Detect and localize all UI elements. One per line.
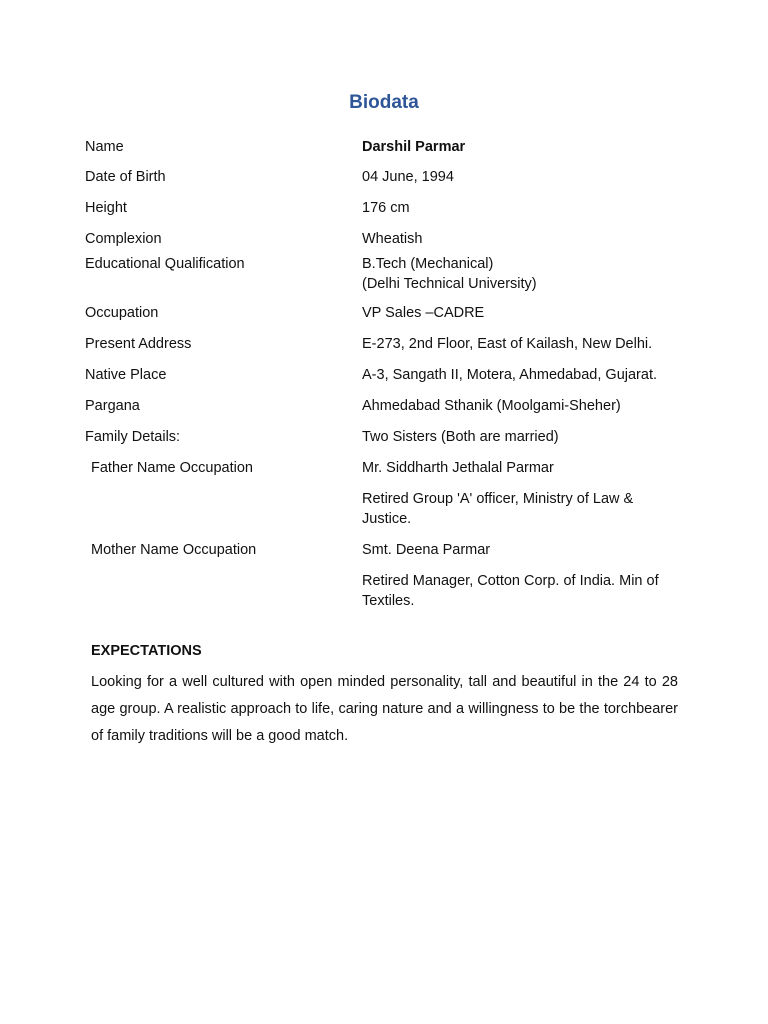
page-title: Biodata bbox=[349, 92, 419, 113]
name-label: Name bbox=[85, 139, 124, 155]
father-label: Father Name Occupation bbox=[91, 460, 253, 476]
native-place-label: Native Place bbox=[85, 367, 167, 383]
father-name-value: Mr. Siddharth Jethalal Parmar bbox=[362, 460, 554, 476]
pargana-label: Pargana bbox=[85, 398, 140, 414]
dob-label: Date of Birth bbox=[85, 169, 166, 185]
complexion-label: Complexion bbox=[85, 231, 162, 247]
education-value-line2: (Delhi Technical University) bbox=[362, 276, 537, 292]
height-value: 176 cm bbox=[362, 200, 410, 216]
family-details-value: Two Sisters (Both are married) bbox=[362, 429, 559, 445]
mother-occupation-line1: Retired Manager, Cotton Corp. of India. Min of bbox=[362, 573, 659, 589]
occupation-value: VP Sales –CADRE bbox=[362, 305, 485, 321]
education-value-line1: B.Tech (Mechanical) bbox=[362, 256, 494, 272]
mother-name-value: Smt. Deena Parmar bbox=[362, 542, 491, 558]
education-label: Educational Qualification bbox=[85, 256, 245, 272]
expectations-heading: EXPECTATIONS bbox=[91, 643, 202, 659]
father-occupation-line1: Retired Group 'A' officer, Ministry of Law & bbox=[362, 491, 634, 507]
father-occupation-line2: Justice. bbox=[362, 511, 412, 527]
mother-label: Mother Name Occupation bbox=[91, 542, 257, 558]
occupation-label: Occupation bbox=[85, 305, 159, 321]
complexion-value: Wheatish bbox=[362, 231, 423, 247]
pargana-value: Ahmedabad Sthanik (Moolgami-Sheher) bbox=[362, 398, 621, 414]
native-place-value: A-3, Sangath II, Motera, Ahmedabad, Gujarat. bbox=[362, 367, 658, 383]
dob-value: 04 June, 1994 bbox=[362, 169, 454, 185]
family-details-label: Family Details: bbox=[85, 429, 181, 445]
present-address-value: E-273, 2nd Floor, East of Kailash, New Delhi. bbox=[362, 336, 653, 352]
expectations-text: Looking for a well cultured with open minded personality, tall and beautiful in the 24 to 28 age group. A realistic approach to life, caring nature and a willingness to be the torchbearer of family traditions will be a good match. bbox=[91, 674, 678, 744]
name-value: Darshil Parmar bbox=[362, 139, 466, 155]
height-label: Height bbox=[85, 200, 127, 216]
present-address-label: Present Address bbox=[85, 336, 192, 352]
mother-occupation-line2: Textiles. bbox=[362, 593, 415, 609]
